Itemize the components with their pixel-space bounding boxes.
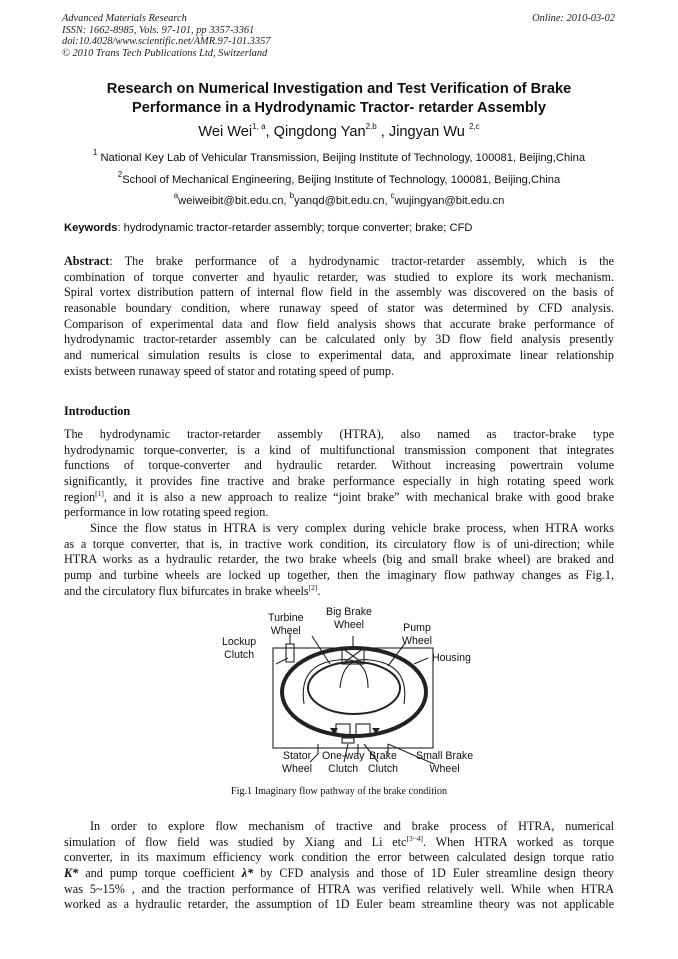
citation-ref: [1] — [95, 488, 104, 498]
paper-title — [60, 80, 618, 118]
affiliation-2 — [30, 170, 648, 187]
paragraph-line — [64, 490, 614, 506]
paragraph-line: significantly, it provides fine tractive and brake performance especially in high rotating speed work — [64, 474, 614, 489]
paragraph-line: performance in low rotating speed region. — [64, 505, 269, 520]
text-run: region — [64, 489, 96, 504]
inner-torus — [308, 662, 400, 714]
paragraph-line: hydrodynamic torque-converter, is a kind of multifunctional transmission component that integrates — [64, 442, 614, 457]
flow-path-right — [340, 660, 405, 704]
housing-leader — [414, 658, 428, 664]
label-text: One-way Clutch — [322, 750, 365, 775]
abstract-line: and numerical simulation results is close to experimental data, and approximate linear relationship — [64, 348, 614, 363]
intro-paragraph-2 — [64, 521, 614, 599]
abstract-line: hydrodynamic tractor-retarder assembly can be calculated only by 3D flow field analysis presently — [64, 332, 614, 347]
email-b: yanqd@bit.edu.cn, — [294, 195, 391, 207]
text-run: . When HTRA worked as torque — [423, 834, 614, 849]
paragraph-line: Since the flow status in HTRA is very complex during vehicle brake process, when HTRA works — [90, 521, 614, 535]
figure-caption: Fig.1 Imaginary flow pathway of the brake condition — [230, 786, 448, 797]
paragraph-line: was 5~15% , and the traction performance of HTRA was verified relatively well. While when HTRA — [64, 881, 614, 896]
abstract-line: reasonable boundary condition, where runaway speed of stator was determined by CFD analysis. — [64, 301, 614, 316]
citation-ref: [2] — [308, 582, 318, 592]
issn: ISSN: 1662-8985, Vols. 97-101, pp 3357-3361 — [62, 24, 255, 36]
author-3-sup: 2,c — [468, 122, 480, 132]
label-text: Pump Wheel — [402, 622, 433, 647]
affiliation-1 — [30, 148, 648, 165]
abstract-line — [64, 254, 614, 270]
paragraph-line: The hydrodynamic tractor-retarder assembly (HTRA), also named as tractor-brake type — [64, 427, 614, 441]
affiliation-1-text: National Key Lab of Vehicular Transmission, Beijing Institute of Technology, 100081, Beijing,China — [100, 152, 586, 164]
abstract-line: combination of torque converter and hyaulic retarder, was studied to explore its work mechanism. — [64, 269, 614, 284]
label-text: Stator Wheel — [282, 750, 313, 775]
label-oneway-clutch — [322, 750, 364, 776]
text-run: , and it is also a new approach to realize “joint brake” with mechanical brake with good brake — [103, 489, 614, 504]
intro-paragraph-3 — [64, 819, 614, 913]
label-turbine-wheel — [268, 612, 304, 638]
citation-ref: [3~4] — [406, 833, 424, 843]
lockup-clutch-shape — [286, 644, 294, 662]
label-text: Turbine Wheel — [268, 612, 304, 637]
stator-base-shape — [342, 738, 354, 743]
author-2-sup: 2,b — [365, 122, 377, 132]
label-stator-wheel — [282, 750, 312, 776]
author-2: Qingdong Yan — [273, 124, 366, 140]
email-a: weiweibit@bit.edu.cn, — [178, 195, 290, 207]
paragraph-line — [64, 835, 614, 851]
paragraph-line — [64, 584, 614, 600]
paragraph-line: functions of torque-converter and hydraulic retarder. Without increasing powertrain volume — [64, 458, 614, 473]
label-pump-wheel — [402, 622, 432, 648]
keywords-label: Keywords — [64, 222, 118, 234]
abstract-text: : The brake performance of a hydrodynamic tractor-retarder assembly, which is the — [109, 254, 614, 268]
keywords-text: : hydrodynamic tractor-retarder assembly; torque converter; brake; CFD — [117, 222, 473, 234]
doi: doi:10.4028/www.scientific.net/AMR.97-101.3357 — [62, 36, 271, 48]
label-small-brake-wheel — [416, 750, 473, 776]
author-1: Wei Wei — [198, 124, 253, 140]
affiliation-1-sup: 1 — [92, 148, 98, 158]
keywords — [64, 221, 616, 236]
email-b-sup: b — [289, 191, 295, 201]
abstract — [64, 254, 614, 380]
author-emails — [30, 191, 648, 208]
figure-1 — [218, 604, 480, 784]
paragraph-line: as a torque converter, that is, in tractive work condition, its circulatory flow is of uni-direction; while — [64, 536, 614, 551]
abstract-line: Spiral vortex distribution pattern of internal flow field in the assembly was discovered on the basis of — [64, 285, 614, 300]
flow-path-left — [303, 660, 368, 704]
author-1-sup: 1, a — [252, 122, 266, 132]
symbol-torque-ratio: K* — [64, 866, 79, 881]
author-3: Jingyan Wu — [388, 124, 465, 140]
paragraph-line: In order to explore flow mechanism of tractive and brake process of HTRA, numerical — [90, 819, 614, 833]
label-text: Small Brake Wheel — [416, 750, 474, 775]
journal-name: Advanced Materials Research — [62, 13, 187, 24]
affiliation-2-sup: 2 — [117, 170, 123, 180]
copyright: © 2010 Trans Tech Publications Ltd, Switzerland — [62, 47, 268, 59]
author-list: Wei Wei$^{1, a}$, Qingdong Yan$^{2,b}$ , Jingyan Wu $^{2,c}$ — [198, 122, 480, 140]
abstract-line: Comparison of experimental data and flow field analysis shows that accurate brake performance of — [64, 316, 614, 331]
paragraph-line: worked as a hydraulic retarder, the assumption of 1D Euler beam streamline theory was not applicable — [64, 897, 614, 912]
abstract-label: Abstract — [64, 254, 110, 268]
label-text: Brake Clutch — [368, 750, 399, 775]
title-line-2: Performance in a Hydrodynamic Tractor- retarder Assembly — [132, 100, 546, 116]
section-heading-introduction: Introduction — [64, 404, 131, 418]
journal-metadata — [62, 13, 270, 59]
label-lockup-clutch — [222, 636, 256, 662]
text-run: . — [317, 583, 321, 598]
abstract-line: exists between runaway speed of stator and rotating speed of pump. — [64, 363, 394, 378]
online-date: Online: 2010-03-02 — [532, 13, 615, 24]
email-c-sup: c — [390, 191, 395, 201]
paragraph-line: HTRA works as a hydraulic retarder, the two brake wheels (big and small brake wheel) are braked and — [64, 552, 614, 567]
paragraph-line: pump and turbine wheels are locked up together, then the imaginary flow pathway changes as Fig.1, — [64, 568, 614, 583]
label-housing — [432, 652, 471, 665]
label-brake-clutch — [368, 750, 398, 776]
email-a-sup: a — [173, 191, 179, 201]
text-run: and pump torque coefficient — [78, 866, 242, 881]
title-line-1: Research on Numerical Investigation and Test Verification of Brake — [106, 81, 572, 97]
label-text: Housing — [432, 652, 471, 664]
label-text: Lockup Clutch — [222, 636, 257, 661]
text-run: simulation of flow field was studied by Xiang and Li etc — [64, 834, 407, 849]
label-big-brake-wheel — [326, 606, 372, 632]
intro-paragraph-1 — [64, 427, 614, 521]
paragraph-line — [64, 866, 614, 882]
paragraph-line: converter, in its maximum efficiency work condition the error between calculated design torque ratio — [64, 850, 614, 865]
text-run: by CFD analysis and those of 1D Euler streamline design theory — [253, 866, 615, 881]
text-run: and the circulatory flux bifurcates in brake wheels — [64, 583, 309, 598]
affiliation-2-text: School of Mechanical Engineering, Beijing Institute of Technology, 100081, Beijing,China — [122, 174, 561, 186]
symbol-pump-coefficient: λ* — [241, 866, 254, 881]
label-text: Big Brake Wheel — [326, 606, 372, 631]
email-c: wujingyan@bit.edu.cn — [394, 195, 505, 207]
